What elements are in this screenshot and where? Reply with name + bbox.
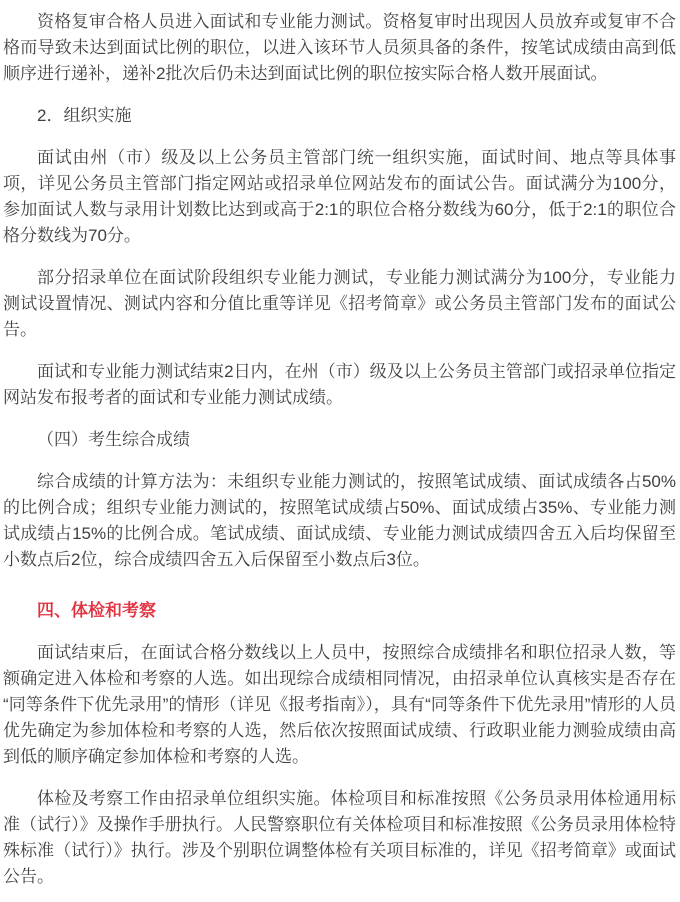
paragraph-qualification-review: 资格复审合格人员进入面试和专业能力测试。资格复审时出现因人员放弃或复审不合格而导致未达到面试比例的职位，以进入该环节人员须具备的条件，按笔试成绩由高到低顺序进行递补，递补2批次后仍未达到面试比例的职位按实际合格人数开展面试。 [3, 12, 676, 83]
paragraph-physical-exam-candidate-selection: 面试结束后，在面试合格分数线以上人员中，按照综合成绩排名和职位招录人数，等额确定进入体检和考察的人选。如出现综合成绩相同情况，由招录单位认真核实是否存在“同等条件下优先录用”的情形（详见《报考指南》），具有“同等条件下优先录用”情形的人员优先确定为参加体检和考察的人选，然后依次按照面试成绩、行政职业能力测验成绩由高到低的顺序确定参加体检和考察的人选。 [3, 643, 676, 766]
paragraph-interview-organization: 面试由州（市）级及以上公务员主管部门统一组织实施，面试时间、地点等具体事项，详见公务员主管部门指定网站或招录单位网站发布的面试公告。面试满分为100分，参加面试人数与录用计划数比达到或高于2:1的职位合格分数线为60分，低于2:1的职位合格分数线为70分。 [3, 148, 676, 245]
paragraph-physical-exam-standards: 体检及考察工作由招录单位组织实施。体检项目和标准按照《公务员录用体检通用标准（试行）》及操作手册执行。人民警察职位有关体检项目和标准按照《公务员录用体检特殊标准（试行）》执行。涉及个别职位调整体检有关项目标准的，详见《招考简章》或面试公告。 [3, 789, 676, 886]
subheading-organization-implementation: 2．组织实施 [37, 106, 132, 125]
section-heading-physical-exam-inspection: 四、体检和考察 [37, 601, 156, 620]
paragraph-professional-ability-test: 部分招录单位在面试阶段组织专业能力测试，专业能力测试满分为100分，专业能力测试设置情况、测试内容和分值比重等详见《招考简章》或公务员主管部门发布的面试公告。 [3, 268, 676, 339]
paragraph-score-publication: 面试和专业能力测试结束2日内，在州（市）级及以上公务员主管部门或招录单位指定网站发布报考者的面试和专业能力测试成绩。 [3, 362, 676, 407]
subheading-candidate-composite-score: （四）考生综合成绩 [37, 430, 190, 449]
paragraph-composite-score-calculation: 综合成绩的计算方法为：未组织专业能力测试的，按照笔试成绩、面试成绩各占50%的比例合成；组织专业能力测试的，按照笔试成绩占50%、面试成绩占35%、专业能力测试成绩占15%的比例合成。笔试成绩、面试成绩、专业能力测试成绩四舍五入后均保留至小数点后2位，综合成绩四舍五入后保留至小数点后3位。 [3, 472, 676, 569]
